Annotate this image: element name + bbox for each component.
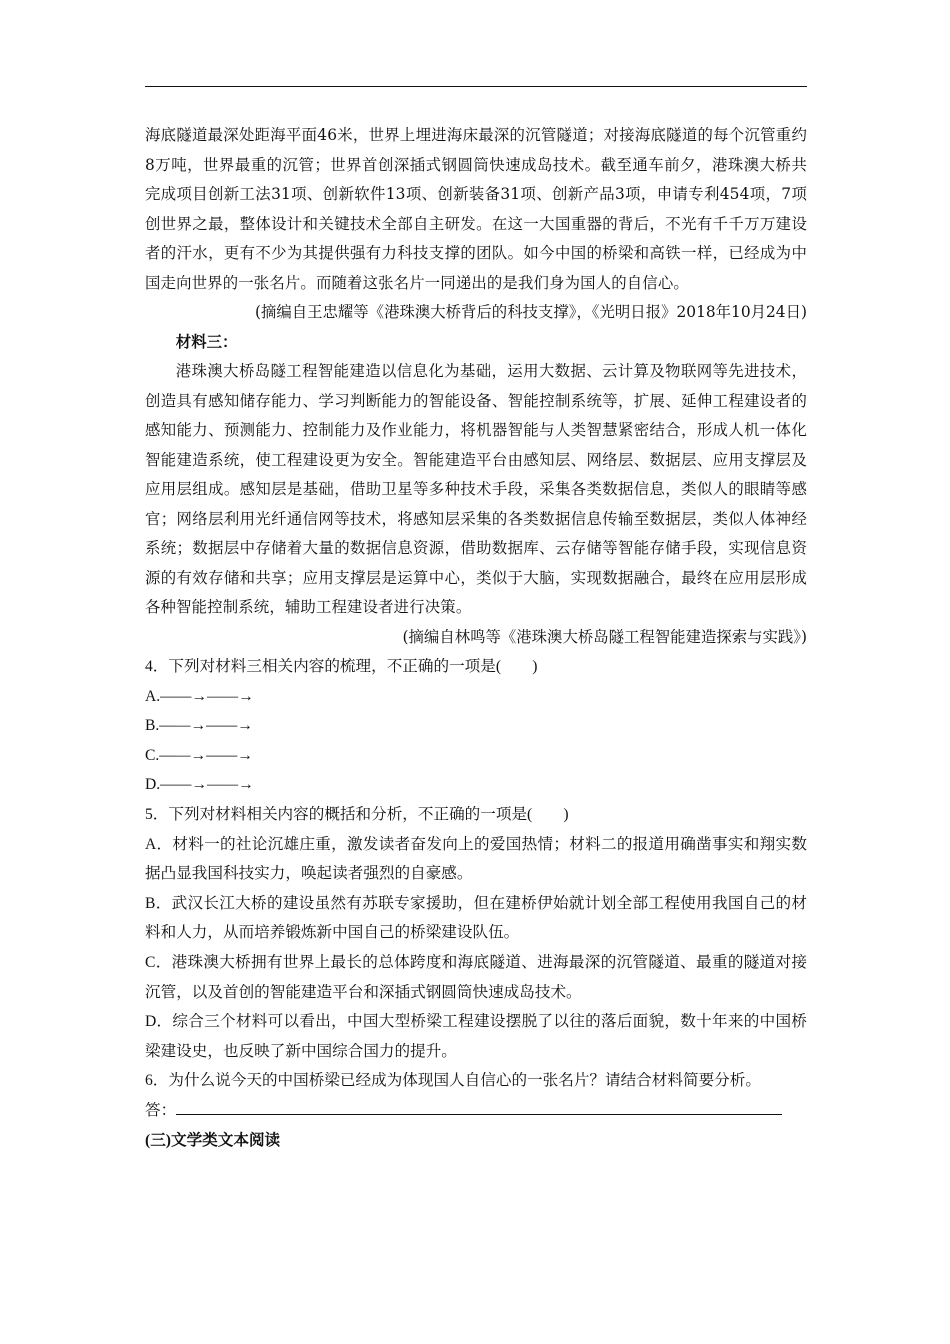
question-4-option-c: C.——→——→: [145, 746, 253, 764]
question-4-option-b: B.——→——→: [145, 717, 253, 735]
question-6: [145, 1066, 807, 1125]
section-title: (三)文学类文本阅读: [145, 1131, 281, 1149]
question-5: [145, 800, 807, 1066]
question-6-answer: [145, 1096, 807, 1126]
answer-label: 答：: [145, 1101, 177, 1119]
citation-material-2: (摘编自王忠耀等《港珠澳大桥背后的科技支撑》，《光明日报》2018年10月24日): [254, 303, 807, 321]
question-5-option-d: D．综合三个材料可以看出，中国大型桥梁工程建设摆脱了以往的落后面貌，数十年来的中国桥梁建设史，也反映了新中国综合国力的提升。: [145, 1013, 807, 1060]
document-content: [145, 121, 807, 1155]
citation-material-3: (摘编自林鸣等《港珠澳大桥岛隧工程智能建造探索与实践》): [402, 627, 807, 646]
question-4-option-a: A.——→——→: [145, 687, 254, 705]
question-5-option-c: C．港珠澳大桥拥有世界上最长的总体跨度和海底隧道、进海最深的沉管隧道、最重的隧道对接沉管，以及首创的智能建造平台和深插式钢圆筒快速成岛技术。: [145, 953, 807, 1001]
question-6-stem: 6．为什么说今天的中国桥梁已经成为体现国人自信心的一张名片？请结合材料简要分析。: [145, 1072, 761, 1090]
document-page: [145, 0, 807, 1344]
passage-paragraph: 海底隧道最深处距海平面46米，世界上埋进海床最深的沉管隧道；对接海底隧道的每个沉管重约8万吨，世界最重的沉管；世界首创深插式钢圆筒快速成岛技术。截至通车前夕，港珠澳大桥共完成项目创新工法31项、创新软件13项、创新装备31项、创新产品3项，申请专利454项，7项创世界之最，整体设计和关键技术全部自主研发。在这一大国重器的背后，不光有千千万万建设者的汗水，更有不少为其提供强有力科技支撑的团队。如今中国的桥梁和高铁一样，已经成为中国走向世界的一张名片。而随着这张名片一同递出的是我们身为国人的自信心。: [145, 126, 807, 292]
material-3-heading: 材料三：: [175, 332, 238, 351]
question-4-option-d: D.——→——→: [145, 776, 254, 794]
header-rule: [145, 86, 807, 87]
question-5-option-a: A．材料一的社论沉雄庄重，激发读者奋发向上的爱国热情；材料二的报道用确凿事实和翔实数据凸显我国科技实力，唤起读者强烈的自豪感。: [145, 835, 807, 883]
question-4: [145, 652, 807, 800]
material-3-paragraph: 港珠澳大桥岛隧工程智能建造以信息化为基础，运用大数据、云计算及物联网等先进技术，创造具有感知储存能力、学习判断能力的智能设备、智能控制系统等，扩展、延伸工程建设者的感知能力、预测能力、控制能力及作业能力，将机器智能与人类智慧紧密结合，形成人机一体化智能建造系统，使工程建设更为安全。智能建造平台由感知层、网络层、数据层、应用支撑层及应用层组成。感知层是基础，借助卫星等多种技术手段，采集各类数据信息，类似人的眼睛等感官；网络层利用光纤通信网等技术，将感知层采集的各类数据信息传输至数据层，类似人体神经系统；数据层中存储着大量的数据信息资源，借助数据库、云存储等智能存储手段，实现信息资源的有效存储和共享；应用支撑层是运算中心，类似于大脑，实现数据融合，最终在应用层形成各种智能控制系统，辅助工程建设者进行决策。: [145, 362, 807, 616]
answer-blank-line[interactable]: [176, 1098, 782, 1115]
question-4-stem: 4．下列对材料三相关内容的梳理，不正确的一项是( ): [145, 658, 538, 675]
question-5-option-b: B．武汉长江大桥的建设虽然有苏联专家援助，但在建桥伊始就计划全部工程使用我国自己的材料和人力，从而培养锻炼新中国自己的桥梁建设队伍。: [145, 894, 807, 942]
question-5-stem: 5．下列对材料相关内容的概括和分析，不正确的一项是( ): [145, 805, 569, 823]
